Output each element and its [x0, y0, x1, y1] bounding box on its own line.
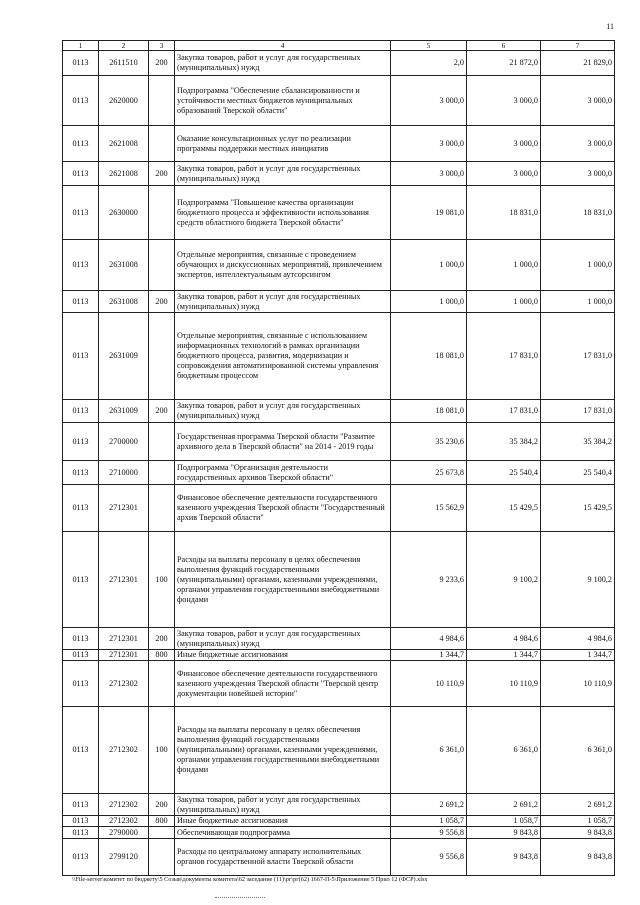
target-article-code: 2799120 [99, 839, 149, 876]
amount-col5: 19 081,0 [391, 186, 467, 240]
section-code: 0113 [63, 162, 99, 186]
expense-name: Отдельные мероприятия, связанные с использованием информационных технологий в рамках организации бюджетного процесса, развития, модернизации и сопровождения автоматизированной системы управления бюджетным процессом [175, 313, 391, 400]
amount-col6: 9 843,8 [467, 827, 541, 839]
expense-name: Подпрограмма "Обеспечение сбалансированности и устойчивости местных бюджетов муниципальных образований Тверской области" [175, 76, 391, 126]
amount-col6: 1 000,0 [467, 291, 541, 313]
amount-col6: 3 000,0 [467, 76, 541, 126]
target-article-code: 2712301 [99, 532, 149, 628]
amount-col6: 1 058,7 [467, 816, 541, 827]
amount-col7: 25 540,4 [541, 461, 615, 485]
table-row [63, 816, 615, 827]
target-article-code: 2631009 [99, 400, 149, 423]
amount-col7: 2 691,2 [541, 794, 615, 816]
target-article-code: 2621008 [99, 126, 149, 162]
expense-type-code [149, 76, 175, 126]
target-article-code: 2631008 [99, 240, 149, 291]
expense-type-code: 200 [149, 162, 175, 186]
table-row [63, 485, 615, 532]
amount-col5: 1 344,7 [391, 650, 467, 661]
target-article-code: 2621008 [99, 162, 149, 186]
section-code: 0113 [63, 240, 99, 291]
section-code: 0113 [63, 532, 99, 628]
amount-col6: 3 000,0 [467, 162, 541, 186]
amount-col6: 1 344,7 [467, 650, 541, 661]
amount-col5: 18 081,0 [391, 313, 467, 400]
target-article-code: 2620000 [99, 76, 149, 126]
target-article-code: 2631009 [99, 313, 149, 400]
expense-type-code: 200 [149, 51, 175, 76]
amount-col7: 9 843,8 [541, 827, 615, 839]
table-row [63, 794, 615, 816]
expense-name: Государственная программа Тверской области "Развитие архивного дела в Тверской области" на 2014 - 2019 годы [175, 423, 391, 461]
expense-name: Отдельные мероприятия, связанные с проведением обучающих и дискуссионных мероприятий, привлечением экспертов, интеллектуальным аутсорсингом [175, 240, 391, 291]
expense-type-code: 800 [149, 816, 175, 827]
amount-col7: 17 831,0 [541, 400, 615, 423]
amount-col7: 4 984,6 [541, 628, 615, 650]
table-row [63, 707, 615, 794]
column-number: 5 [391, 41, 467, 51]
amount-col6: 15 429,5 [467, 485, 541, 532]
amount-col5: 3 000,0 [391, 162, 467, 186]
table-row [63, 186, 615, 240]
expense-name: Закупка товаров, работ и услуг для государственных (муниципальных) нужд [175, 794, 391, 816]
expense-name: Закупка товаров, работ и услуг для государственных (муниципальных) нужд [175, 291, 391, 313]
column-number: 2 [99, 41, 149, 51]
amount-col6: 10 110,9 [467, 661, 541, 707]
target-article-code: 2712302 [99, 794, 149, 816]
expense-type-code: 200 [149, 291, 175, 313]
expense-type-code: 200 [149, 794, 175, 816]
target-article-code: 2710000 [99, 461, 149, 485]
expense-name: Подпрограмма "Организация деятельности государственных архивов Тверской области" [175, 461, 391, 485]
table-row [63, 532, 615, 628]
expense-type-code [149, 661, 175, 707]
amount-col5: 18 081,0 [391, 400, 467, 423]
amount-col7: 15 429,5 [541, 485, 615, 532]
amount-col6: 18 831,0 [467, 186, 541, 240]
target-article-code: 2712302 [99, 707, 149, 794]
table-row [63, 240, 615, 291]
section-code: 0113 [63, 661, 99, 707]
amount-col7: 9 843,8 [541, 839, 615, 876]
amount-col5: 3 000,0 [391, 126, 467, 162]
section-code: 0113 [63, 794, 99, 816]
column-number: 1 [63, 41, 99, 51]
amount-col5: 2,0 [391, 51, 467, 76]
amount-col7: 3 000,0 [541, 126, 615, 162]
amount-col7: 9 100,2 [541, 532, 615, 628]
table-row [63, 76, 615, 126]
amount-col5: 35 230,6 [391, 423, 467, 461]
table-row [63, 126, 615, 162]
amount-col7: 3 000,0 [541, 162, 615, 186]
amount-col5: 9 556,8 [391, 827, 467, 839]
expense-name: Финансовое обеспечение деятельности государственного казенного учреждения Тверской области "Государственный архив Тверской области" [175, 485, 391, 532]
expense-name: Закупка товаров, работ и услуг для государственных (муниципальных) нужд [175, 51, 391, 76]
amount-col7: 1 000,0 [541, 291, 615, 313]
table-row [63, 661, 615, 707]
section-code: 0113 [63, 313, 99, 400]
page-number: 11 [606, 22, 614, 31]
expense-type-code: 800 [149, 650, 175, 661]
amount-col6: 6 361,0 [467, 707, 541, 794]
column-number: 7 [541, 41, 615, 51]
section-code: 0113 [63, 291, 99, 313]
amount-col6: 3 000,0 [467, 126, 541, 162]
amount-col7: 1 344,7 [541, 650, 615, 661]
expense-type-code: 200 [149, 628, 175, 650]
target-article-code: 2712302 [99, 661, 149, 707]
section-code: 0113 [63, 650, 99, 661]
amount-col5: 4 984,6 [391, 628, 467, 650]
expense-name: Оказание консультационных услуг по реализации программы поддержки местных инициатив [175, 126, 391, 162]
amount-col6: 17 831,0 [467, 313, 541, 400]
section-code: 0113 [63, 423, 99, 461]
amount-col6: 9 843,8 [467, 839, 541, 876]
amount-col5: 3 000,0 [391, 76, 467, 126]
amount-col5: 6 361,0 [391, 707, 467, 794]
expense-type-code [149, 839, 175, 876]
amount-col7: 35 384,2 [541, 423, 615, 461]
target-article-code: 2712302 [99, 816, 149, 827]
section-code: 0113 [63, 707, 99, 794]
expense-name: Финансовое обеспечение деятельности государственного казенного учреждения Тверской области "Тверской центр документации новейшей истории" [175, 661, 391, 707]
amount-col5: 1 000,0 [391, 291, 467, 313]
target-article-code: 2790000 [99, 827, 149, 839]
amount-col6: 21 872,0 [467, 51, 541, 76]
table-row [63, 291, 615, 313]
amount-col6: 35 384,2 [467, 423, 541, 461]
budget-table [62, 40, 615, 876]
amount-col5: 10 110,9 [391, 661, 467, 707]
expense-type-code: 200 [149, 400, 175, 423]
target-article-code: 2631008 [99, 291, 149, 313]
table-row [63, 827, 615, 839]
expense-name: Закупка товаров, работ и услуг для государственных (муниципальных) нужд [175, 400, 391, 423]
amount-col5: 1 058,7 [391, 816, 467, 827]
expense-type-code: 100 [149, 532, 175, 628]
expense-type-code [149, 485, 175, 532]
target-article-code: 2712301 [99, 628, 149, 650]
section-code: 0113 [63, 816, 99, 827]
amount-col6: 25 540,4 [467, 461, 541, 485]
expense-type-code [149, 461, 175, 485]
expense-name: Закупка товаров, работ и услуг для государственных (муниципальных) нужд [175, 628, 391, 650]
target-article-code: 2712301 [99, 485, 149, 532]
amount-col5: 25 673,8 [391, 461, 467, 485]
amount-col6: 4 984,6 [467, 628, 541, 650]
target-article-code: 2630000 [99, 186, 149, 240]
column-number: 3 [149, 41, 175, 51]
amount-col6: 9 100,2 [467, 532, 541, 628]
target-article-code: 2700000 [99, 423, 149, 461]
table-row [63, 51, 615, 76]
amount-col5: 9 556,8 [391, 839, 467, 876]
page-edge-mark [215, 897, 265, 898]
section-code: 0113 [63, 839, 99, 876]
amount-col6: 17 831,0 [467, 400, 541, 423]
amount-col7: 1 058,7 [541, 816, 615, 827]
table-row [63, 313, 615, 400]
amount-col5: 1 000,0 [391, 240, 467, 291]
expense-name: Закупка товаров, работ и услуг для государственных (муниципальных) нужд [175, 162, 391, 186]
amount-col6: 2 691,2 [467, 794, 541, 816]
column-number-row [63, 41, 615, 51]
expense-name: Иные бюджетные ассигнования [175, 650, 391, 661]
expense-type-code [149, 313, 175, 400]
table-row [63, 162, 615, 186]
table-row [63, 839, 615, 876]
amount-col7: 10 110,9 [541, 661, 615, 707]
section-code: 0113 [63, 126, 99, 162]
amount-col5: 2 691,2 [391, 794, 467, 816]
table-row [63, 461, 615, 485]
section-code: 0113 [63, 186, 99, 240]
file-path-footer: \\File-server\комитет по бюджету\5 Созыв\документы комитета\62 заседание (11)\рг\рг(62) 1667-П-5\Приложение 5 Прил 12 (ФСР).xlsx [72, 876, 428, 883]
expense-type-code [149, 126, 175, 162]
expense-type-code [149, 827, 175, 839]
section-code: 0113 [63, 400, 99, 423]
expense-name: Обеспечивающая подпрограмма [175, 827, 391, 839]
section-code: 0113 [63, 461, 99, 485]
amount-col7: 3 000,0 [541, 76, 615, 126]
expense-type-code: 100 [149, 707, 175, 794]
table-row [63, 400, 615, 423]
expense-name: Расходы на выплаты персоналу в целях обеспечения выполнения функций государственными (муниципальными) органами, казенными учреждениями, органами управления государственными внебюджетными фондами [175, 532, 391, 628]
section-code: 0113 [63, 628, 99, 650]
amount-col7: 1 000,0 [541, 240, 615, 291]
expense-name: Иные бюджетные ассигнования [175, 816, 391, 827]
expense-name: Расходы на выплаты персоналу в целях обеспечения выполнения функций государственными (муниципальными) органами, казенными учреждениями, органами управления государственными внебюджетными фондами [175, 707, 391, 794]
expense-type-code [149, 240, 175, 291]
expense-type-code [149, 423, 175, 461]
expense-name: Подпрограмма "Повышение качества организации бюджетного процесса и эффективности использования средств областного бюджета Тверской области" [175, 186, 391, 240]
section-code: 0113 [63, 76, 99, 126]
table-row [63, 650, 615, 661]
section-code: 0113 [63, 51, 99, 76]
amount-col6: 1 000,0 [467, 240, 541, 291]
target-article-code: 2712301 [99, 650, 149, 661]
expense-name: Расходы по центральному аппарату исполнительных органов государственной власти Тверской области [175, 839, 391, 876]
expense-type-code [149, 186, 175, 240]
section-code: 0113 [63, 827, 99, 839]
amount-col7: 6 361,0 [541, 707, 615, 794]
column-number: 4 [175, 41, 391, 51]
amount-col7: 21 829,0 [541, 51, 615, 76]
amount-col7: 18 831,0 [541, 186, 615, 240]
table-row [63, 628, 615, 650]
amount-col5: 9 233,6 [391, 532, 467, 628]
column-number: 6 [467, 41, 541, 51]
amount-col7: 17 831,0 [541, 313, 615, 400]
target-article-code: 2611510 [99, 51, 149, 76]
amount-col5: 15 562,9 [391, 485, 467, 532]
table-row [63, 423, 615, 461]
section-code: 0113 [63, 485, 99, 532]
